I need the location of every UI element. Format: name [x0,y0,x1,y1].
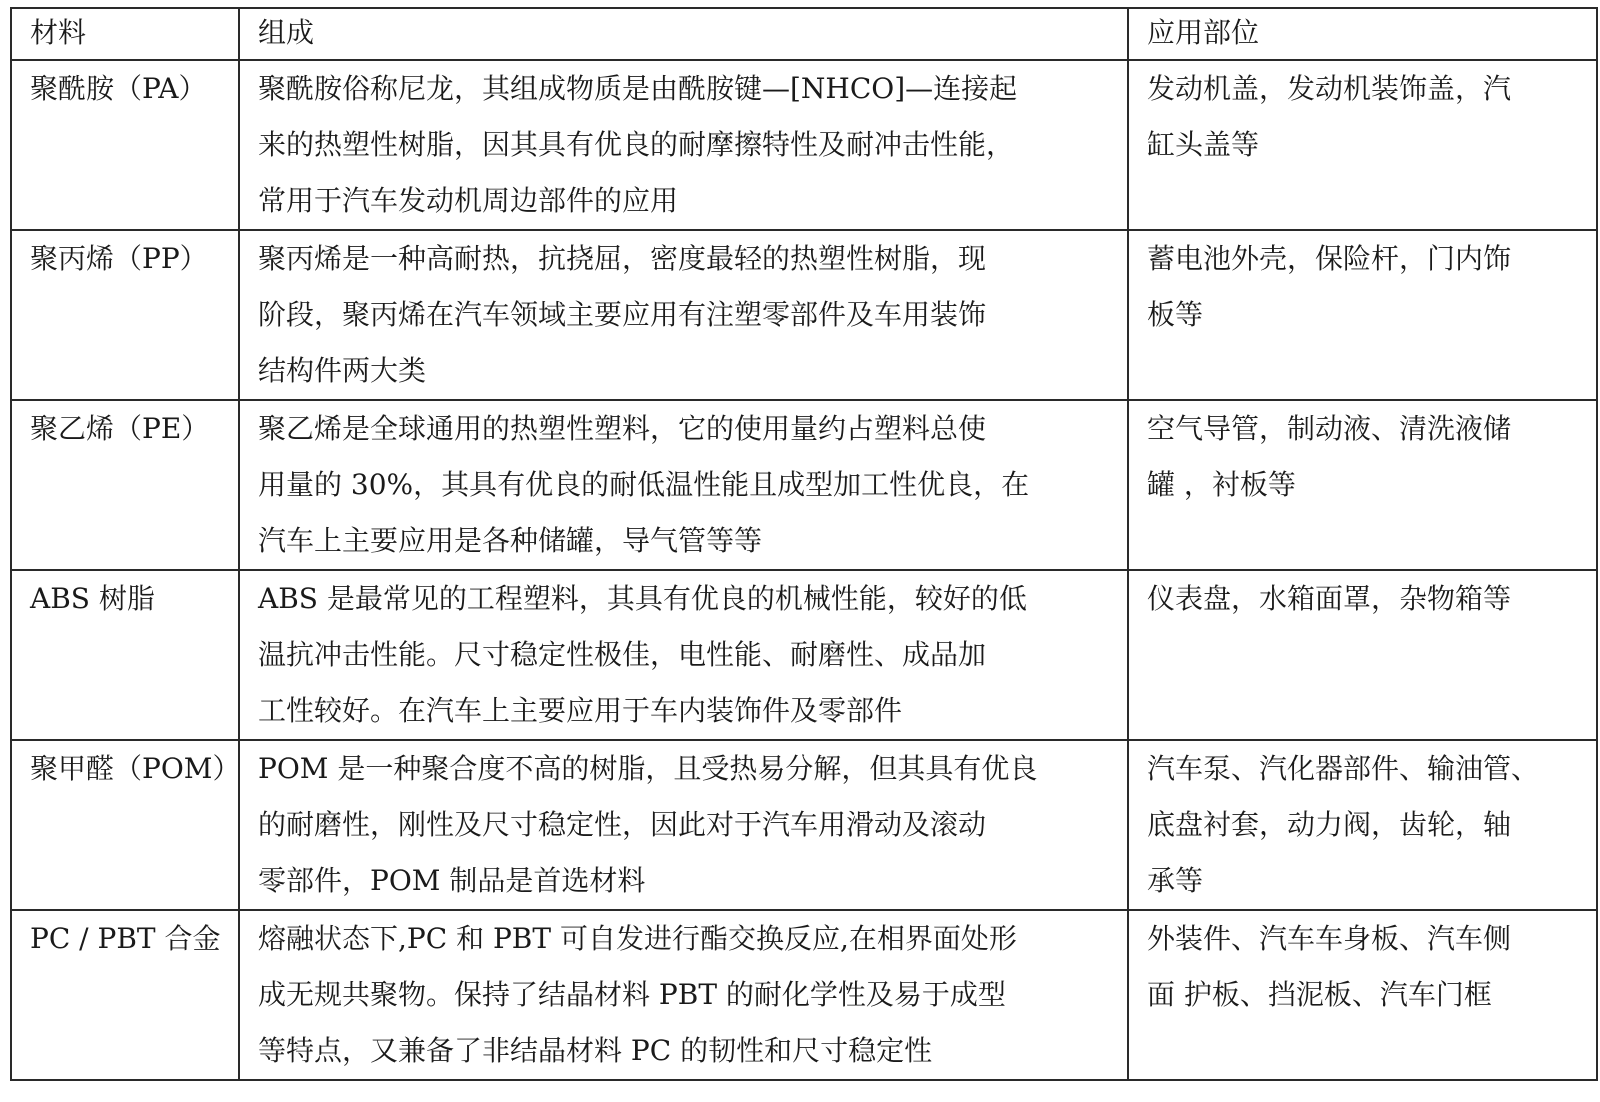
table-row [11,910,1597,1080]
materials-table [10,7,1598,1081]
composition-cell: ABS 是最常见的工程塑料，其具有优良的机械性能，较好的低 温抗冲击性能。尺寸稳定性极佳，电性能、耐磨性、成品加 工性较好。在汽车上主要应用于车内装饰件及零部件 [239,570,1128,740]
composition-cell: 聚酰胺俗称尼龙，其组成物质是由酰胺键—[NHCO]—连接起 来的热塑性树脂，因其具有优良的耐摩擦特性及耐冲击性能， 常用于汽车发动机周边部件的应用 [239,60,1128,230]
materials-table-container [10,7,1596,1081]
table-header-row [11,8,1597,60]
composition-cell: 聚乙烯是全球通用的热塑性塑料，它的使用量约占塑料总使 用量的 30%，其具有优良的耐低温性能且成型加工性优良，在 汽车上主要应用是各种储罐，导气管等等 [239,400,1128,570]
application-cell: 汽车泵、汽化器部件、输油管、 底盘衬套，动力阀，齿轮，轴 承等 [1128,740,1597,910]
table-row [11,740,1597,910]
material-cell: 聚甲醛（POM） [11,740,239,910]
application-cell: 蓄电池外壳，保险杆，门内饰 板等 [1128,230,1597,400]
material-cell: 聚丙烯（PP） [11,230,239,400]
material-cell: 聚乙烯（PE） [11,400,239,570]
table-row [11,60,1597,230]
header-application: 应用部位 [1128,8,1597,60]
application-cell: 发动机盖，发动机装饰盖，汽 缸头盖等 [1128,60,1597,230]
table-row [11,570,1597,740]
composition-cell: 聚丙烯是一种高耐热，抗挠屈，密度最轻的热塑性树脂，现 阶段，聚丙烯在汽车领域主要应用有注塑零部件及车用装饰 结构件两大类 [239,230,1128,400]
application-cell: 仪表盘，水箱面罩，杂物箱等 [1128,570,1597,740]
application-cell: 外装件、汽车车身板、汽车侧 面 护板、挡泥板、汽车门框 [1128,910,1597,1080]
material-cell: 聚酰胺（PA） [11,60,239,230]
material-cell: PC / PBT 合金 [11,910,239,1080]
application-cell: 空气导管，制动液、清洗液储 罐 ，衬板等 [1128,400,1597,570]
composition-cell: POM 是一种聚合度不高的树脂，且受热易分解，但其具有优良 的耐磨性，刚性及尺寸稳定性，因此对于汽车用滑动及滚动 零部件，POM 制品是首选材料 [239,740,1128,910]
header-material: 材料 [11,8,239,60]
table-row [11,400,1597,570]
material-cell: ABS 树脂 [11,570,239,740]
table-row [11,230,1597,400]
composition-cell: 熔融状态下,PC 和 PBT 可自发进行酯交换反应,在相界面处形 成无规共聚物。保持了结晶材料 PBT 的耐化学性及易于成型 等特点，又兼备了非结晶材料 PC 的韧性和尺寸稳定性 [239,910,1128,1080]
header-composition: 组成 [239,8,1128,60]
